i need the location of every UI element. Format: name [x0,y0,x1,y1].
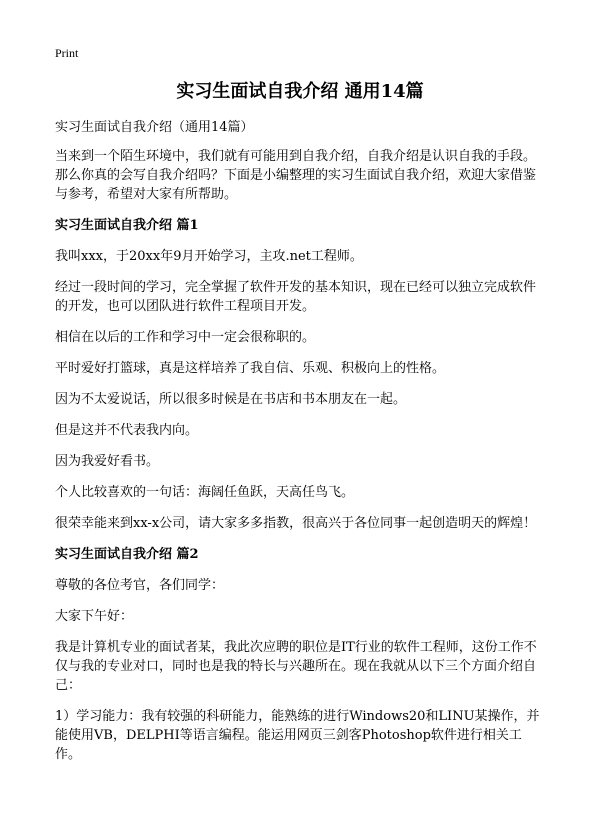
paragraph: 平时爱好打篮球，真是这样培养了我自信、乐观、积极向上的性格。 [55,361,446,376]
paragraph: 个人比较喜欢的一句话：海阔任鱼跃，天高任鸟飞。 [55,485,355,500]
paragraph: 但是这并不代表我内向。 [55,423,199,438]
paragraph: 因为不太爱说话，所以很多时候是在书店和书本朋友在一起。 [55,392,407,407]
paragraph: 因为我爱好看书。 [55,454,160,469]
section-2-heading: 实习生面试自我介绍 篇2 [55,547,199,562]
paragraph: 相信在以后的工作和学习中一定会很称职的。 [55,330,316,345]
document-subtitle: 实习生面试自我介绍（通用14篇） [55,120,254,135]
paragraph: 1）学习能力：我有较强的科研能力，能熟练的进行Windows20和LINU某操作，并能使用VB，DELPHI等语言编程。能运用网页三剑客Photoshop软件进行相关工作。 [55,709,540,762]
paragraph: 大家下午好： [55,609,134,624]
paragraph: 我叫xxx，于20xx年9月开始学习，主攻.net工程师。 [55,249,363,264]
paragraph: 尊敬的各位考官，各们同学： [55,578,225,593]
paragraph: 很荣幸能来到xx-x公司，请大家多多指教，很高兴于各位同事一起创造明天的辉煌！ [55,516,537,531]
paragraph: 经过一段时间的学习，完全掌握了软件开发的基本知识，现在已经可以独立完成软件的开发，也可以团队进行软件工程项目开发。 [55,280,537,314]
document-body [55,118,547,776]
intro-paragraph: 当来到一个陌生环境中，我们就有可能用到自我介绍，自我介绍是认识自我的手段。那么你真的会写自我介绍吗？下面是小编整理的实习生面试自我介绍，欢迎大家借鉴与参考，希望对大家有所帮助。 [55,149,537,202]
print-link[interactable]: Print [55,46,79,60]
section-1-heading: 实习生面试自我介绍 篇1 [55,218,199,233]
document-title: 实习生面试自我介绍 通用14篇 [176,81,424,102]
paragraph: 我是计算机专业的面试者某，我此次应聘的职位是IT行业的软件工程师，这份工作不仅与我的专业对口，同时也是我的特长与兴趣所在。现在我就从以下三个方面介绍自己： [55,640,537,693]
